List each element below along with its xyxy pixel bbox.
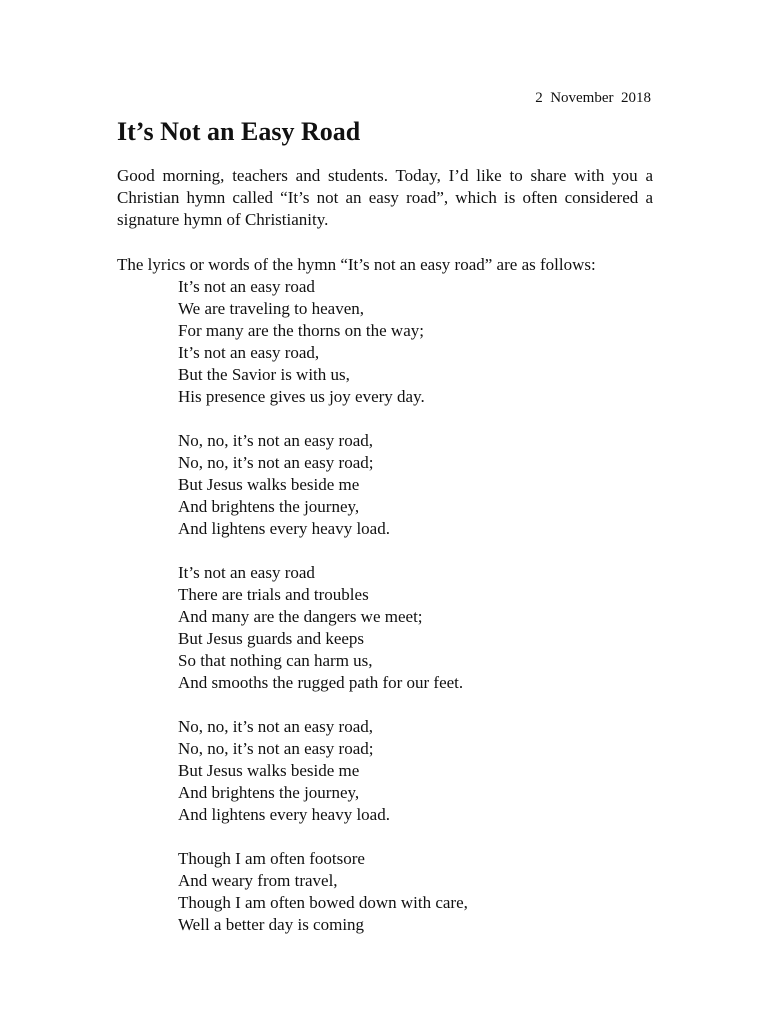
stanza [178, 716, 658, 826]
lyric-line: And lightens every heavy load. [178, 519, 390, 538]
lyric-line: And brightens the journey, [178, 497, 360, 516]
lyric-line: Though I am often footsore [178, 849, 365, 868]
lyric-line: We are traveling to heaven, [178, 299, 365, 318]
lyric-line: But Jesus walks beside me [178, 761, 360, 780]
stanza [178, 430, 658, 540]
lyric-line: There are trials and troubles [178, 585, 369, 604]
lyric-line: It’s not an easy road [178, 277, 315, 296]
lyric-line: And smooths the rugged path for our feet. [178, 673, 464, 692]
lyric-line: No, no, it’s not an easy road, [178, 717, 373, 736]
lyric-line: But the Savior is with us, [178, 365, 350, 384]
lyric-line: And many are the dangers we meet; [178, 607, 423, 626]
lyric-line: And lightens every heavy load. [178, 805, 390, 824]
lyric-line: For many are the thorns on the way; [178, 321, 424, 340]
lyric-line: No, no, it’s not an easy road; [178, 453, 374, 472]
lyric-line: No, no, it’s not an easy road, [178, 431, 373, 450]
stanza [178, 276, 658, 408]
lyrics-lead-paragraph: The lyrics or words of the hymn “It’s not an easy road” are as follows: [117, 255, 596, 274]
hymn-lyrics [178, 276, 658, 958]
stanza [178, 562, 658, 694]
lyric-line: Though I am often bowed down with care, [178, 893, 468, 912]
lyric-line: But Jesus guards and keeps [178, 629, 365, 648]
lyric-line: But Jesus walks beside me [178, 475, 360, 494]
lyric-line: It’s not an easy road, [178, 343, 320, 362]
stanza [178, 848, 658, 936]
lyric-line: It’s not an easy road [178, 563, 315, 582]
lyric-line: So that nothing can harm us, [178, 651, 373, 670]
lyric-line: Well a better day is coming [178, 915, 365, 934]
intro-paragraph: Good morning, teachers and students. Today, I’d like to share with you a Christian hymn called “It’s not an easy road”, which is often considered a signature hymn of Christianity. [117, 166, 653, 229]
document-date: 2 November 2018 [535, 90, 651, 106]
lyric-line: His presence gives us joy every day. [178, 387, 425, 406]
lyric-line: And brightens the journey, [178, 783, 360, 802]
lyric-line: No, no, it’s not an easy road; [178, 739, 374, 758]
lyric-line: And weary from travel, [178, 871, 338, 890]
document-title: It’s Not an Easy Road [117, 117, 361, 146]
